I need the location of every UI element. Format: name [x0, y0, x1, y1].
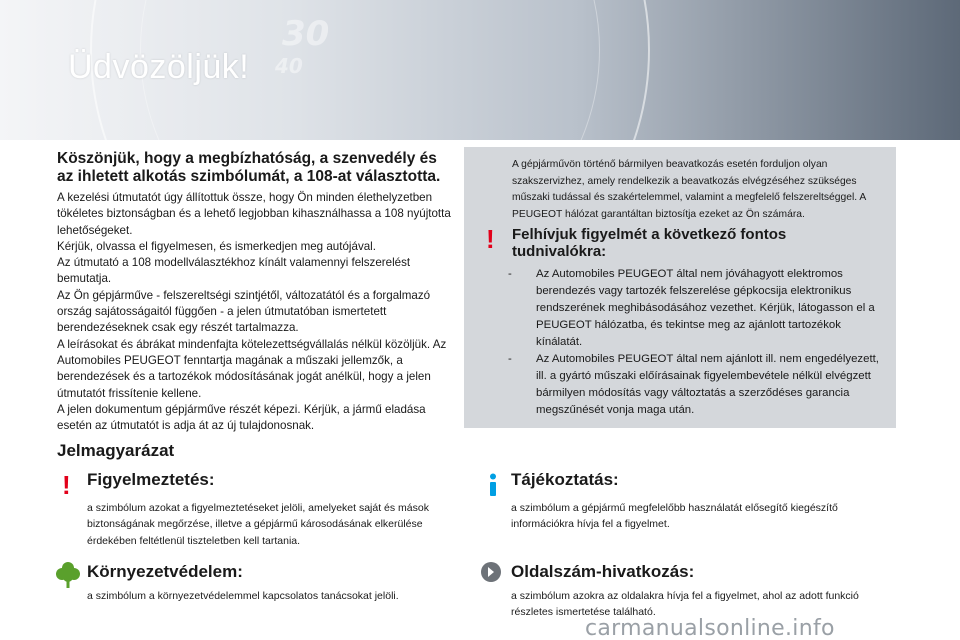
legend-warning-heading: Figyelmeztetés:	[87, 470, 215, 489]
dial-number-30: 30	[282, 14, 330, 54]
list-item	[508, 351, 888, 419]
legend-page-reference-text: a szimbólum azokra az oldalakra hívja fel a figyelmet, ahol az adott funkció részletes ismertetése található.	[511, 590, 859, 619]
intro-paragraph: A leírásokat és ábrákat mindenfajta kötelezettségvállalás nélkül közöljük. Az Automobiles PEUGEOT fenntartja magának a műszaki jellemzők, a berendezések és a tartozékok módosításának jogát anélkül, hogy a jelen útmutatót frissítenie kellene.	[57, 337, 447, 400]
list-item	[508, 266, 888, 351]
intro-paragraph: A jelen dokumentum gépjárműve részét képezi. Kérjük, a jármű eladása esetén az útmutatót is adja át az új tulajdonosnak.	[57, 402, 426, 433]
page-title: Üdvözöljük!	[68, 48, 250, 86]
list-item-text: Az Automobiles PEUGEOT által nem jóváhagyott elektromos berendezés vagy tartozék felszerelése gépkocsija elektronikus rendszerének meghibásodásához vezethet. Kérjük, látogasson el a PEUGEOT hálózatba, és tekintse meg az ajánlott tartozékok kínálatát.	[536, 268, 875, 348]
intro-paragraph: A kezelési útmutatót úgy állítottuk össze, hogy Ön minden élethelyzetben tökéletes biztonságban és a lehető legjobban kihasználhassa a 108 nyújtotta lehetőségeket.	[57, 191, 451, 237]
legend-environment-heading: Környezetvédelem:	[87, 562, 243, 581]
legend-page-reference-heading: Oldalszám-hivatkozás:	[511, 562, 695, 581]
notice-heading: Felhívjuk figyelmét a következő fontos tudnivalókra:	[512, 226, 787, 260]
legend-info-text: a szimbólum a gépjármű megfelelőbb használatát elősegítő kiegészítő információkra hívja fel a figyelmet.	[511, 502, 838, 531]
dial-number-40: 40	[275, 54, 303, 78]
legend-warning-text: a szimbólum azokat a figyelmeztetéseket jelöli, amelyeket saját és mások biztonságának megőrzése, illetve a gépjármű károsodásának elkerülése érdekében feltétlenül tiszteletben kell tartania.	[87, 502, 429, 547]
list-item-text: Az Automobiles PEUGEOT által nem ajánlott ill. nem engedélyezett, ill. a gyártó műszaki előírásainak figyelembevétele nélkül elvégzett bármilyen módosítás vagy változtatás a szerződéses garancia megszűnését vonja maga után.	[536, 353, 879, 416]
list-dash: -	[508, 353, 512, 365]
info-icon	[482, 472, 504, 498]
tree-icon	[55, 561, 81, 589]
legend-environment-text: a szimbólum a környezetvédelemmel kapcsolatos tanácsokat jelöli.	[87, 590, 399, 602]
legend-warning	[87, 470, 459, 549]
intro-title: Köszönjük, hogy a megbízhatóság, a szenvedély és az ihletett alkotás szimbólumát, a 108-at választotta.	[57, 150, 441, 185]
header-banner	[0, 0, 960, 140]
page-reference-icon	[479, 560, 503, 584]
notice-list	[508, 266, 888, 419]
intro-paragraph: Az Ön gépjárműve - felszereltségi szintjétől, változatától és a forgalmazó ország sajátosságaitól függően - a jelen útmutatóban ismertetett berendezéseknek csak egy részét tartalmazza.	[57, 288, 431, 335]
intro-section	[57, 150, 457, 434]
legend-page-reference	[511, 562, 896, 621]
warning-exclamation-icon: !	[486, 224, 495, 254]
warning-exclamation-icon: !	[62, 470, 71, 500]
notice-panel	[464, 147, 896, 428]
list-dash: -	[508, 268, 512, 280]
legend-environment	[87, 562, 459, 604]
intro-paragraph: Kérjük, olvassa el figyelmesen, és ismerkedjen meg autójával.	[57, 239, 376, 253]
watermark: carmanualsonline.info	[585, 616, 835, 640]
intro-paragraph: Az útmutató a 108 modellválasztékhoz kínált valamennyi felszerelést bemutatja.	[57, 256, 411, 286]
notice-top-text: A gépjárművön történő bármilyen beavatkozás esetén forduljon olyan szakszervizhez, amely rendelkezik a beavatkozás elvégzéséhez szükséges műszaki tudással és szakértelemmel, valamint a megfelelő felszereltséggel. A PEUGEOT hálózat garantáltan biztosítja ezeket az Ön számára.	[512, 159, 866, 221]
legend-title: Jelmagyarázat	[57, 441, 175, 460]
legend-info	[511, 470, 891, 533]
legend-info-heading: Tájékoztatás:	[511, 470, 619, 489]
